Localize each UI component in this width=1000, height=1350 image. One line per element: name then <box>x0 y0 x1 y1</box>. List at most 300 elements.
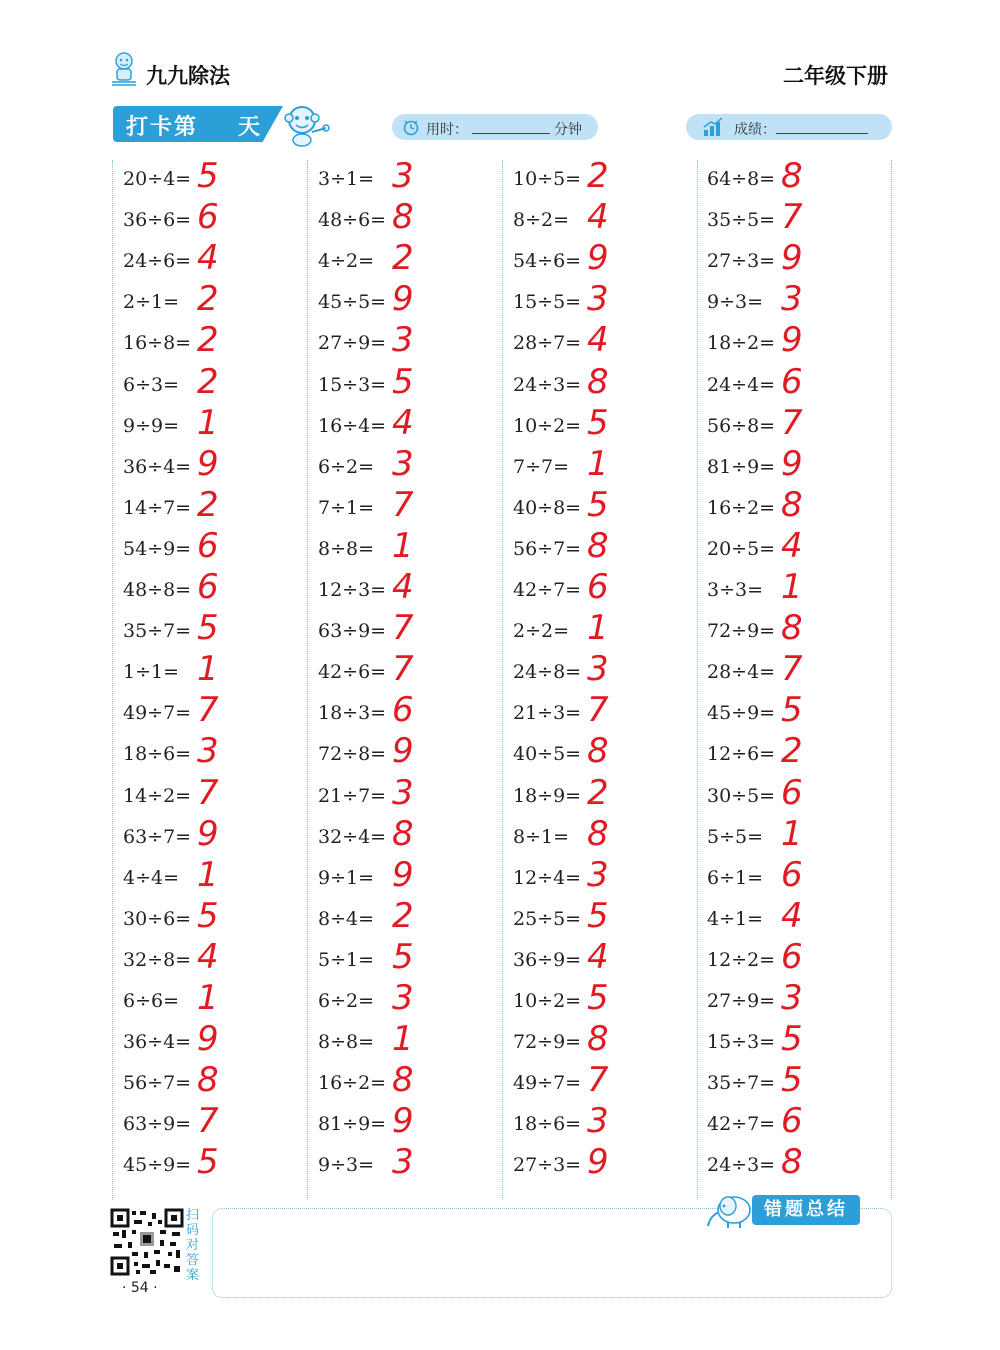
equation-row <box>513 279 683 323</box>
division-question: 42÷7= <box>513 579 582 601</box>
division-question: 63÷9= <box>318 620 387 643</box>
handwritten-answer[interactable]: 8 <box>781 484 803 525</box>
division-question: 21÷7= <box>318 784 387 807</box>
handwritten-answer[interactable]: 4 <box>392 402 414 443</box>
handwritten-answer[interactable]: 8 <box>587 361 609 402</box>
handwritten-answer[interactable]: 2 <box>197 484 219 525</box>
handwritten-answer[interactable]: 3 <box>392 320 414 361</box>
division-question: 2÷2= <box>513 620 570 643</box>
character-logo-icon <box>108 50 140 86</box>
equation-row <box>513 772 683 817</box>
equation-row <box>513 1101 683 1145</box>
division-question: 45÷9= <box>123 1154 192 1177</box>
handwritten-answer[interactable]: 4 <box>781 525 803 566</box>
division-question: 30÷6= <box>123 907 192 930</box>
division-question: 5÷5= <box>707 825 764 848</box>
equation-row <box>707 731 877 775</box>
equation-row <box>513 320 683 364</box>
division-question: 18÷2= <box>707 332 776 355</box>
division-question: 7÷7= <box>513 455 570 478</box>
time-unit: 分钟 <box>554 122 582 138</box>
equation-row <box>707 197 877 241</box>
equation-row <box>707 854 877 899</box>
division-question: 6÷3= <box>123 373 180 396</box>
handwritten-answer[interactable]: 8 <box>781 1142 803 1183</box>
equation-row <box>513 813 683 858</box>
division-question: 56÷7= <box>123 1072 192 1095</box>
equation-row <box>318 772 488 817</box>
handwritten-answer[interactable]: 3 <box>392 156 414 196</box>
division-question: 27÷9= <box>318 332 387 355</box>
equation-row <box>513 690 683 734</box>
handwritten-answer[interactable]: 3 <box>587 649 609 690</box>
division-question: 10÷2= <box>513 414 582 437</box>
handwritten-answer[interactable]: 2 <box>392 895 414 936</box>
division-question: 54÷6= <box>513 250 582 273</box>
division-question: 21÷3= <box>513 702 582 725</box>
equation-row <box>513 525 683 570</box>
equation-row <box>123 238 293 282</box>
equation-row <box>513 443 683 488</box>
equation-row <box>513 895 683 940</box>
handwritten-answer[interactable]: 4 <box>587 197 609 238</box>
handwritten-answer[interactable]: 7 <box>197 772 219 813</box>
elephant-icon <box>704 1190 756 1230</box>
handwritten-answer[interactable]: 5 <box>781 690 803 731</box>
handwritten-answer[interactable]: 1 <box>197 854 219 895</box>
equation-row <box>707 320 877 364</box>
equation-row <box>123 361 293 406</box>
handwritten-answer[interactable]: 2 <box>587 772 609 813</box>
handwritten-answer[interactable]: 9 <box>197 813 219 854</box>
qr-code-icon[interactable] <box>110 1208 184 1276</box>
division-question: 15÷3= <box>318 373 387 396</box>
equation-row <box>318 567 488 611</box>
equation-row <box>318 197 488 241</box>
division-question: 10÷5= <box>513 168 582 190</box>
handwritten-answer[interactable]: 7 <box>197 1101 219 1142</box>
handwritten-answer[interactable]: 1 <box>197 402 219 443</box>
equation-row <box>318 936 488 981</box>
time-label: 用时： <box>426 122 468 138</box>
handwritten-answer[interactable]: 6 <box>197 197 219 238</box>
division-question: 15÷5= <box>513 291 582 314</box>
equation-row <box>123 443 293 488</box>
handwritten-answer[interactable]: 9 <box>587 238 609 279</box>
division-question: 18÷9= <box>513 784 582 807</box>
equation-row <box>318 320 488 364</box>
equation-row <box>123 484 293 529</box>
equation-row <box>318 402 488 447</box>
handwritten-answer[interactable]: 4 <box>197 936 219 977</box>
handwritten-answer[interactable]: 7 <box>781 197 803 238</box>
handwritten-answer[interactable]: 3 <box>392 772 414 813</box>
handwritten-answer[interactable]: 9 <box>392 854 414 895</box>
division-question: 16÷2= <box>318 1072 387 1095</box>
equation-row <box>318 731 488 775</box>
handwritten-answer[interactable]: 6 <box>781 854 803 895</box>
time-input-line[interactable] <box>472 133 550 134</box>
equation-row <box>707 895 877 940</box>
equation-row <box>318 690 488 734</box>
handwritten-answer[interactable]: 2 <box>392 238 414 279</box>
equation-row <box>707 484 877 529</box>
handwritten-answer[interactable]: 5 <box>781 1019 803 1060</box>
handwritten-answer[interactable]: 4 <box>392 567 414 607</box>
handwritten-answer[interactable]: 1 <box>197 978 219 1018</box>
division-question: 36÷4= <box>123 1031 192 1054</box>
division-question: 40÷5= <box>513 743 582 766</box>
handwritten-answer[interactable]: 2 <box>781 731 803 772</box>
handwritten-answer[interactable]: 5 <box>587 402 609 443</box>
handwritten-answer[interactable]: 7 <box>587 690 609 731</box>
handwritten-answer[interactable]: 8 <box>587 813 609 854</box>
equation-row <box>318 484 488 529</box>
division-question: 4÷2= <box>318 250 375 273</box>
grade-label: 二年级下册 <box>783 64 888 88</box>
equation-row <box>318 279 488 323</box>
division-question: 9÷9= <box>123 414 180 437</box>
division-question: 24÷4= <box>707 373 776 396</box>
equation-row <box>707 1101 877 1145</box>
handwritten-answer[interactable]: 1 <box>392 1019 414 1060</box>
handwritten-answer[interactable]: 9 <box>392 279 414 320</box>
equation-row <box>123 813 293 858</box>
handwritten-answer[interactable]: 6 <box>587 567 609 607</box>
equation-row <box>513 978 683 1022</box>
handwritten-answer[interactable]: 1 <box>587 443 609 484</box>
equation-row <box>123 772 293 817</box>
division-question: 81÷9= <box>707 455 776 478</box>
division-question: 28÷7= <box>513 332 582 355</box>
handwritten-answer[interactable]: 3 <box>197 731 219 772</box>
division-question: 45÷5= <box>318 291 387 314</box>
equation-row <box>707 1019 877 1063</box>
division-question: 45÷9= <box>707 702 776 725</box>
division-question: 6÷1= <box>707 866 764 889</box>
equation-row <box>123 978 293 1022</box>
book-title: 九九除法 <box>146 64 230 88</box>
division-question: 12÷3= <box>318 579 387 601</box>
handwritten-answer[interactable]: 2 <box>197 279 219 320</box>
division-question: 48÷6= <box>318 209 387 232</box>
division-question: 36÷9= <box>513 948 582 971</box>
division-question: 5÷1= <box>318 948 375 971</box>
equation-row <box>513 608 683 652</box>
score-label: 成绩： <box>734 122 776 138</box>
equation-row <box>707 361 877 406</box>
division-question: 72÷9= <box>707 620 776 643</box>
handwritten-answer[interactable]: 5 <box>587 978 609 1018</box>
division-question: 24÷3= <box>513 373 582 396</box>
handwritten-answer[interactable]: 8 <box>587 731 609 772</box>
division-question: 4÷1= <box>707 907 764 930</box>
handwritten-answer[interactable]: 7 <box>781 402 803 443</box>
division-question: 42÷7= <box>707 1113 776 1136</box>
handwritten-answer[interactable]: 9 <box>392 731 414 772</box>
equation-row <box>513 484 683 529</box>
handwritten-answer[interactable]: 8 <box>197 1060 219 1101</box>
division-question: 4÷4= <box>123 866 180 889</box>
equation-row <box>123 895 293 940</box>
handwritten-answer[interactable]: 4 <box>781 895 803 936</box>
monkey-mascot-icon <box>282 102 330 148</box>
handwritten-answer[interactable]: 5 <box>197 1142 219 1183</box>
column-divider <box>112 160 113 1200</box>
column-divider <box>891 160 892 1200</box>
division-question: 12÷6= <box>707 743 776 766</box>
handwritten-answer[interactable]: 8 <box>392 813 414 854</box>
division-question: 12÷2= <box>707 948 776 971</box>
checkin-prefix: 打卡第 <box>126 115 199 140</box>
equation-row <box>513 1142 683 1186</box>
division-question: 6÷6= <box>123 990 180 1012</box>
handwritten-answer[interactable]: 8 <box>392 1060 414 1101</box>
handwritten-answer[interactable]: 1 <box>197 649 219 690</box>
equation-row <box>318 649 488 693</box>
equation-row <box>318 978 488 1022</box>
equation-row <box>707 279 877 323</box>
division-question: 42÷6= <box>318 661 387 684</box>
handwritten-answer[interactable]: 8 <box>781 608 803 649</box>
handwritten-answer[interactable]: 5 <box>392 936 414 977</box>
scan-for-answers-label: 扫码对答案 <box>186 1208 200 1283</box>
division-question: 49÷7= <box>513 1072 582 1095</box>
division-question: 35÷5= <box>707 209 776 232</box>
handwritten-answer[interactable]: 9 <box>781 320 803 361</box>
handwritten-answer[interactable]: 3 <box>587 854 609 895</box>
handwritten-answer[interactable]: 1 <box>587 608 609 649</box>
equation-row <box>707 813 877 858</box>
division-question: 35÷7= <box>123 620 192 643</box>
handwritten-answer[interactable]: 3 <box>781 279 803 320</box>
handwritten-answer[interactable]: 7 <box>392 484 414 525</box>
division-question: 12÷4= <box>513 866 582 889</box>
division-question: 16÷2= <box>707 496 776 519</box>
handwritten-answer[interactable]: 9 <box>197 443 219 484</box>
handwritten-answer[interactable]: 5 <box>197 608 219 649</box>
equation-row <box>123 731 293 775</box>
equation-row <box>513 361 683 406</box>
equation-row <box>123 854 293 899</box>
division-question: 18÷6= <box>123 743 192 766</box>
equation-row <box>707 525 877 570</box>
handwritten-answer[interactable]: 3 <box>587 279 609 320</box>
division-question: 8÷1= <box>513 825 570 848</box>
division-question: 36÷6= <box>123 209 192 232</box>
handwritten-answer[interactable]: 7 <box>197 690 219 731</box>
division-question: 32÷4= <box>318 825 387 848</box>
division-question: 63÷9= <box>123 1113 192 1136</box>
division-question: 8÷8= <box>318 537 375 560</box>
handwritten-answer[interactable]: 5 <box>781 1060 803 1101</box>
equation-row <box>707 567 877 611</box>
equation-row <box>513 156 683 200</box>
handwritten-answer[interactable]: 1 <box>392 525 414 566</box>
mistake-summary-label: 错题总结 <box>752 1195 860 1225</box>
handwritten-answer[interactable]: 3 <box>587 1101 609 1142</box>
bar-chart-icon <box>702 117 724 137</box>
division-question: 48÷8= <box>123 579 192 601</box>
equation-row <box>123 608 293 652</box>
handwritten-answer[interactable]: 8 <box>392 197 414 238</box>
equation-row <box>513 238 683 282</box>
division-question: 56÷7= <box>513 537 582 560</box>
division-question: 72÷9= <box>513 1031 582 1054</box>
division-question: 9÷3= <box>318 1154 375 1177</box>
division-question: 18÷3= <box>318 702 387 725</box>
equation-row <box>707 649 877 693</box>
handwritten-answer[interactable]: 6 <box>781 936 803 977</box>
division-question: 63÷7= <box>123 825 192 848</box>
division-question: 24÷3= <box>707 1154 776 1177</box>
equation-row <box>123 936 293 981</box>
division-question: 72÷8= <box>318 743 387 766</box>
handwritten-answer[interactable]: 8 <box>781 156 803 196</box>
equation-row <box>707 443 877 488</box>
division-question: 27÷3= <box>707 250 776 273</box>
division-question: 18÷6= <box>513 1113 582 1136</box>
equation-row <box>707 1060 877 1104</box>
equation-row <box>318 1142 488 1186</box>
division-question: 30÷5= <box>707 784 776 807</box>
handwritten-answer[interactable]: 6 <box>392 690 414 731</box>
handwritten-answer[interactable]: 9 <box>197 1019 219 1060</box>
handwritten-answer[interactable]: 1 <box>781 813 803 854</box>
division-question: 25÷5= <box>513 907 582 930</box>
equation-row <box>123 402 293 447</box>
equation-row <box>513 402 683 447</box>
equation-row <box>123 525 293 570</box>
division-question: 49÷7= <box>123 702 192 725</box>
division-question: 2÷1= <box>123 291 180 314</box>
handwritten-answer[interactable]: 3 <box>392 443 414 484</box>
handwritten-answer[interactable]: 6 <box>781 772 803 813</box>
handwritten-answer[interactable]: 8 <box>587 525 609 566</box>
division-question: 8÷4= <box>318 907 375 930</box>
handwritten-answer[interactable]: 1 <box>781 567 803 607</box>
handwritten-answer[interactable]: 3 <box>781 978 803 1018</box>
handwritten-answer[interactable]: 4 <box>587 320 609 361</box>
handwritten-answer[interactable]: 5 <box>587 895 609 936</box>
division-question: 16÷8= <box>123 332 192 355</box>
division-question: 9÷3= <box>707 291 764 314</box>
time-pill <box>392 114 598 140</box>
equation-row <box>318 895 488 940</box>
handwritten-answer[interactable]: 5 <box>587 484 609 525</box>
division-question: 14÷2= <box>123 784 192 807</box>
division-question: 10÷2= <box>513 990 582 1012</box>
division-question: 56÷8= <box>707 414 776 437</box>
handwritten-answer[interactable]: 2 <box>587 156 609 196</box>
equation-row <box>318 443 488 488</box>
handwritten-answer[interactable]: 3 <box>392 978 414 1018</box>
equation-row <box>123 197 293 241</box>
handwritten-answer[interactable]: 9 <box>392 1101 414 1142</box>
handwritten-answer[interactable]: 4 <box>197 238 219 279</box>
handwritten-answer[interactable]: 6 <box>197 567 219 607</box>
division-question: 27÷9= <box>707 990 776 1012</box>
equation-row <box>123 567 293 611</box>
equation-row <box>318 1060 488 1104</box>
equation-row <box>707 978 877 1022</box>
equation-row <box>123 1019 293 1063</box>
division-question: 40÷8= <box>513 496 582 519</box>
equation-row <box>513 567 683 611</box>
equation-row <box>707 1142 877 1186</box>
equation-row <box>513 731 683 775</box>
division-question: 54÷9= <box>123 537 192 560</box>
equation-row <box>318 608 488 652</box>
column-divider <box>502 160 503 1200</box>
handwritten-answer[interactable]: 7 <box>392 608 414 649</box>
equation-row <box>318 1101 488 1145</box>
equation-row <box>707 936 877 981</box>
division-question: 24÷8= <box>513 661 582 684</box>
handwritten-answer[interactable]: 9 <box>781 238 803 279</box>
equation-row <box>318 238 488 282</box>
score-input-line[interactable] <box>776 133 868 134</box>
division-question: 6÷2= <box>318 455 375 478</box>
handwritten-answer[interactable]: 9 <box>587 1142 609 1183</box>
equation-row <box>123 156 293 200</box>
division-question: 6÷2= <box>318 990 375 1012</box>
division-question: 20÷4= <box>123 168 192 190</box>
division-question: 7÷1= <box>318 496 375 519</box>
equation-row <box>318 854 488 899</box>
handwritten-answer[interactable]: 6 <box>781 361 803 402</box>
page-number: · 54 · <box>122 1280 158 1296</box>
division-question: 16÷4= <box>318 414 387 437</box>
equation-row <box>707 608 877 652</box>
handwritten-answer[interactable]: 8 <box>587 1019 609 1060</box>
handwritten-answer[interactable]: 9 <box>781 443 803 484</box>
equation-row <box>707 772 877 817</box>
handwritten-answer[interactable]: 2 <box>197 320 219 361</box>
handwritten-answer[interactable]: 5 <box>392 361 414 402</box>
handwritten-answer[interactable]: 7 <box>781 649 803 690</box>
checkin-suffix: 天 <box>238 115 261 140</box>
handwritten-answer[interactable]: 2 <box>197 361 219 402</box>
handwritten-answer[interactable]: 4 <box>587 936 609 977</box>
handwritten-answer[interactable]: 6 <box>197 525 219 566</box>
division-question: 8÷8= <box>318 1031 375 1054</box>
handwritten-answer[interactable]: 6 <box>781 1101 803 1142</box>
equation-row <box>318 525 488 570</box>
division-question: 35÷7= <box>707 1072 776 1095</box>
division-question: 3÷3= <box>707 579 764 601</box>
handwritten-answer[interactable]: 5 <box>197 895 219 936</box>
handwritten-answer[interactable]: 7 <box>587 1060 609 1101</box>
division-question: 15÷3= <box>707 1031 776 1054</box>
division-question: 9÷1= <box>318 866 375 889</box>
handwritten-answer[interactable]: 5 <box>197 156 219 196</box>
handwritten-answer[interactable]: 7 <box>392 649 414 690</box>
equation-row <box>123 690 293 734</box>
equation-row <box>123 1060 293 1104</box>
handwritten-answer[interactable]: 3 <box>392 1142 414 1183</box>
equation-row <box>513 197 683 241</box>
division-question: 64÷8= <box>707 168 776 190</box>
division-question: 28÷4= <box>707 661 776 684</box>
column-divider <box>307 160 308 1200</box>
division-question: 14÷7= <box>123 496 192 519</box>
division-question: 32÷8= <box>123 948 192 971</box>
equation-row <box>318 361 488 406</box>
division-question: 8÷2= <box>513 209 570 232</box>
equation-row <box>513 1060 683 1104</box>
equation-row <box>123 1142 293 1186</box>
